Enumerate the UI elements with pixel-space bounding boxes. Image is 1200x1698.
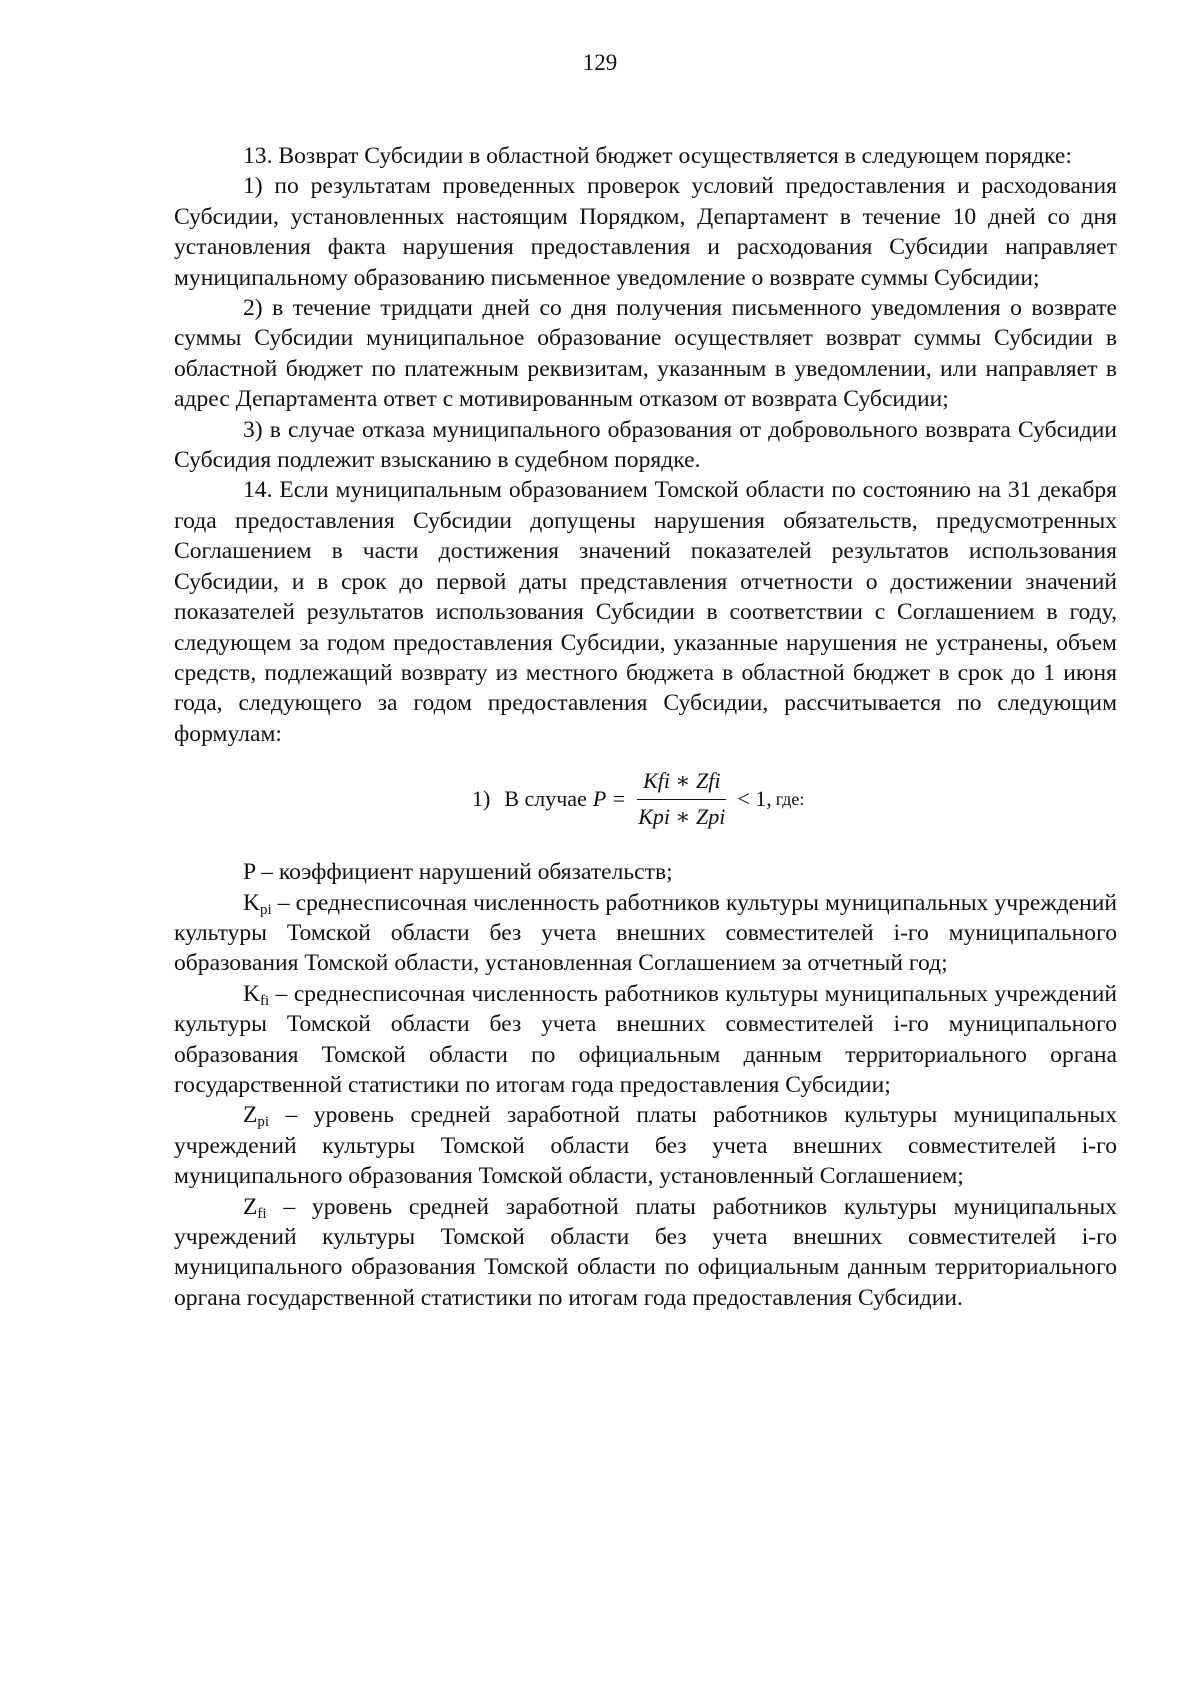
definition-zpi — [174, 1100, 1117, 1191]
symbol-k: K — [243, 889, 261, 916]
subscript-pi: pi — [257, 1114, 270, 1131]
paragraph-13-2: 2) в течение тридцати дней со дня получения письменного уведомления о возврате суммы Субсидии муниципальное образование осуществляет возврат суммы Субсидии в областной бюджет по платежным реквизитам, указанным в уведомлении, или направляет в адрес Департамента ответ с мотивированным отказом от возврата Субсидии; — [174, 295, 1117, 413]
paragraph-13-3: 3) в случае отказа муниципального образования от добровольного возврата Субсидии Субсидия подлежит взысканию в судебном порядке. — [174, 416, 1117, 474]
formula-numerator: Kfi ∗ Zfi — [637, 766, 726, 799]
definition-zfi-text: – уровень средней заработной платы работников культуры муниципальных учреждений культуры Томской области без учета внешних совместителей i-го муниципального образования Томской области по официальным данным территориального органа государственной статистики по итогам года предоставления Субсидии. — [174, 1193, 1117, 1311]
page-number: 129 — [582, 50, 618, 75]
paragraph-13: 13. Возврат Субсидии в областной бюджет осуществляется в следующем порядке: — [243, 143, 1072, 169]
paragraph-13-1: 1) по результатам проведенных проверок условий предоставления и расходования Субсидии, установленных настоящим Порядком, Департамент в течение 10 дней со дня установления факта нарушения предоставления и расходования Субсидии направляет муниципальному образованию письменное уведомление о возврате суммы Субсидии; — [174, 173, 1117, 291]
definition-kpi-text: – среднесписочная численность работников культуры муниципальных учреждений культуры Томской области без учета внешних совместителей i-го муниципального образования Томской области, установленная Соглашением за отчетный год; — [174, 889, 1117, 977]
formula-fraction — [632, 766, 731, 832]
definition-kpi — [174, 888, 1117, 979]
formula-number: 1) — [472, 785, 491, 811]
symbol-k: K — [243, 980, 261, 1007]
formula-variable: P = — [592, 785, 627, 811]
symbol-z: Z — [243, 1193, 258, 1220]
formula — [472, 755, 804, 843]
paragraph-14: 14. Если муниципальным образованием Томской области по состоянию на 31 декабря года предоставления Субсидии допущены нарушения обязательств, предусмотренных Соглашением в части достижения значений показателей результатов использования Субсидии, и в срок до первой даты представления отчетности о достижении значений показателей результатов использования Субсидии в соответствии с Соглашением в году, следующем за годом предоставления Субсидии, указанные нарушения не устранены, объем средств, подлежащий возврату из местного бюджета в областной бюджет в срок до 1 июня года, следующего за годом предоставления Субсидии, рассчитывается по следующим формулам: — [174, 477, 1117, 747]
formula-condition: < 1, — [737, 785, 772, 811]
definition-p: P – коэффициент нарушений обязательств; — [243, 859, 673, 886]
subscript-fi: fi — [257, 1205, 267, 1222]
subscript-fi: fi — [260, 992, 270, 1009]
definition-kfi — [174, 979, 1117, 1101]
symbol-z: Z — [243, 1102, 258, 1129]
definition-kfi-text: – среднесписочная численность работников культуры муниципальных учреждений культуры Томской области без учета внешних совместителей i-го муниципального образования Томской области по официальным данным территориального органа государственной статистики по итогам года предоставления Субсидии; — [174, 980, 1117, 1098]
formula-block — [174, 755, 1117, 843]
formula-prefix: В случае — [504, 785, 587, 811]
definition-zpi-text: – уровень средней заработной платы работников культуры муниципальных учреждений культуры Томской области без учета внешних совместителей i-го муниципального образования Томской области, установленный Соглашением; — [174, 1102, 1117, 1190]
formula-suffix: где: — [775, 788, 805, 809]
document-body — [174, 141, 1117, 1313]
formula-denominator: Kpi ∗ Zpi — [638, 803, 726, 829]
definition-zfi — [174, 1192, 1117, 1314]
subscript-pi: pi — [260, 901, 272, 918]
